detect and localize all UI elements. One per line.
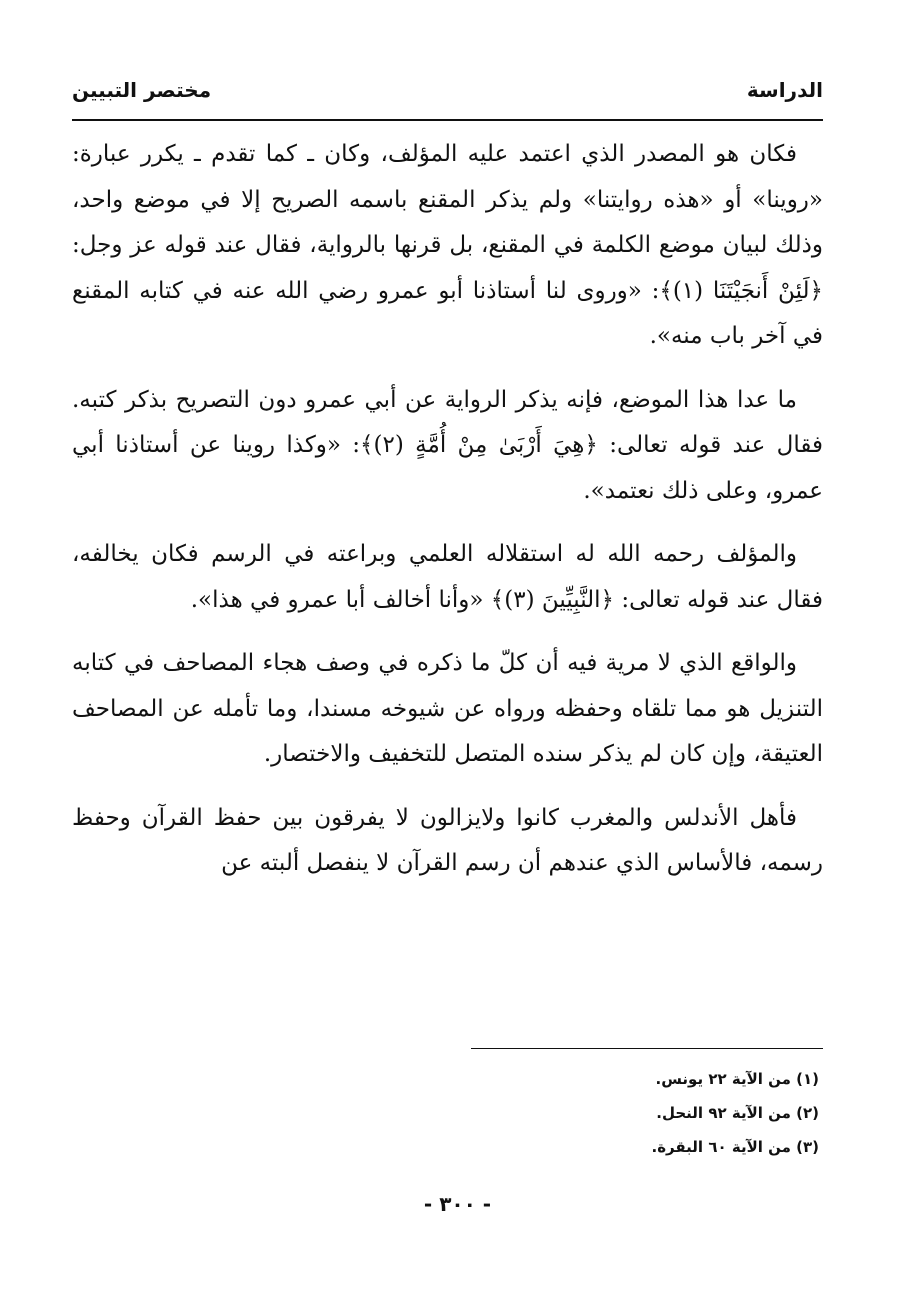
paragraph: والمؤلف رحمه الله له استقلاله العلمي وبراعته في الرسم فكان يخالفه، فقال عند قوله تعالى: ﴿النَّبِيِّينَ (٣)﴾ «وأنا أخالف أبا عمرو في هذا». (72, 541, 823, 613)
paragraph: فكان هو المصدر الذي اعتمد عليه المؤلف، وكان ـ كما تقدم ـ يكرر عبارة: «روينا» أو «هذه روايتنا» ولم يذكر المقنع باسمه الصريح إلا في موضع واحد، وذلك لبيان موضع الكلمة في المقنع، بل قرنها بالرواية، فقال عند قوله عز وجل: ﴿لَئِنْ أَنجَيْتَنَا (١)﴾: «وروى لنا أستاذنا أبو عمرو رضي الله عنه في كتابه المقنع في آخر باب منه». (72, 141, 823, 349)
book-title: مختصر التبيين (72, 78, 212, 102)
paragraph: فأهل الأندلس والمغرب كانوا ولايزالون لا يفرقون بين حفظ القرآن وحفظ رسمه، فالأساس الذي عندهم أن رسم القرآن لا ينفصل ألبته عن (72, 804, 823, 876)
footnote-item: (٢) من الآية ٩٢ النحل. (656, 1104, 819, 1122)
paragraph: والواقع الذي لا مرية فيه أن كلّ ما ذكره في وصف هجاء المصاحف في كتابه التنزيل هو مما تلقاه وحفظه ورواه عن شيوخه مسندا، وما تأمله عن المصاحف العتيقة، وإن كان لم يذكر سنده المتصل للتخفيف والاختصار. (72, 650, 823, 767)
page-number: - ٣٠٠ - (423, 1192, 492, 1216)
main-text (72, 132, 823, 905)
header-divider (72, 119, 823, 121)
running-header (72, 70, 823, 110)
paragraph: ما عدا هذا الموضع، فإنه يذكر الرواية عن أبي عمرو دون التصريح بذكر كتبه. فقال عند قوله تعالى: ﴿هِيَ أَرْبَىٰ مِنْ أُمَّةٍ (٢)﴾: «وكذا روينا عن أستاذنا أبي عمرو، وعلى ذلك نعتمد». (72, 386, 823, 504)
footnote-divider (471, 1048, 823, 1049)
footnote-item: (٣) من الآية ٦٠ البقرة. (651, 1138, 819, 1156)
footnote-item: (١) من الآية ٢٢ يونس. (655, 1070, 819, 1088)
footnotes (399, 1062, 819, 1164)
section-title: الدراسة (746, 78, 823, 102)
